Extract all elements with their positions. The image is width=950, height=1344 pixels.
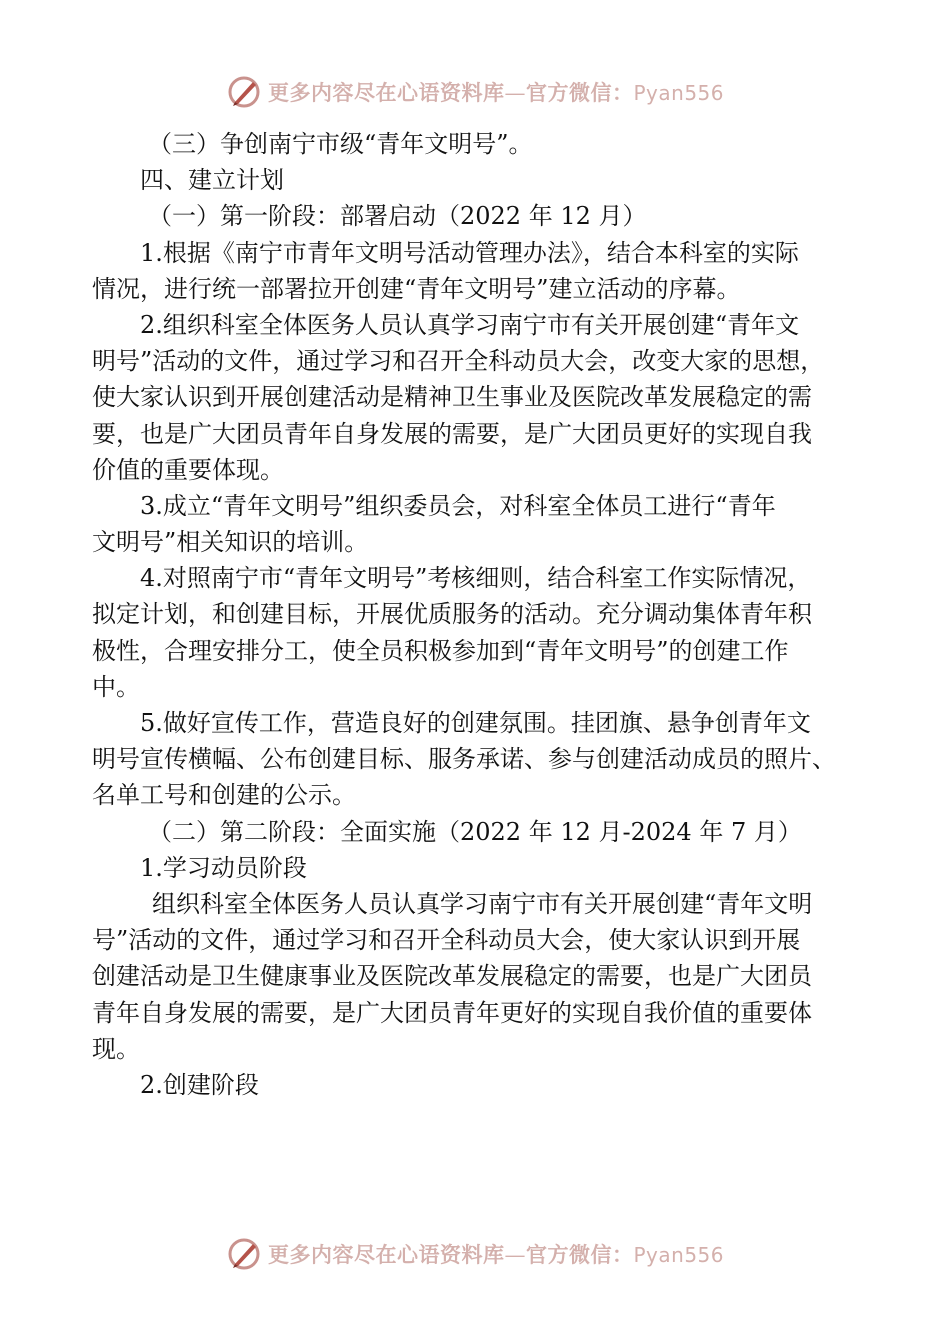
paragraph-line: 5.做好宣传工作，营造良好的创建氛围。挂团旗、悬争创青年文 (140, 709, 811, 737)
paragraph-line: 价值的重要体现。 (92, 455, 284, 484)
section-heading: （三）争创南宁市级“青年文明号”。 (148, 130, 533, 158)
paragraph-line: 中。 (92, 672, 140, 701)
paragraph-line: 明号宣传横幅、公布创建目标、服务承诺、参与创建活动成员的照片、 (92, 745, 836, 774)
section-heading: 四、建立计划 (140, 166, 284, 195)
paragraph-line: 组织科室全体医务人员认真学习南宁市有关开展创建“青年文明 (152, 889, 813, 918)
paragraph-line: 情况，进行统一部署拉开创建“青年文明号”建立活动的序幕。 (92, 274, 741, 303)
paragraph-line: 使大家认识到开展创建活动是精神卫生事业及医院改革发展稳定的需 (92, 383, 812, 412)
paragraph-line: 4.对照南宁市“青年文明号”考核细则，结合科室工作实际情况， (140, 564, 812, 593)
paragraph-line: 现。 (92, 1034, 140, 1063)
paragraph-line: 青年自身发展的需要，是广大团员青年更好的实现自我价值的重要体 (92, 998, 812, 1027)
paragraph-line: 要，也是广大团员青年自身发展的需要，是广大团员更好的实现自我 (92, 419, 812, 448)
pen-logo-icon (226, 1236, 262, 1272)
paragraph-line: 极性，合理安排分工，使全员积极参加到“青年文明号”的创建工作 (92, 636, 789, 665)
watermark-header (0, 72, 950, 112)
watermark-text: 更多内容尽在心语资料库—官方微信：Pyan556 (267, 1242, 724, 1267)
subsection-heading: 2.创建阶段 (140, 1070, 259, 1099)
paragraph-line: 2.组织科室全体医务人员认真学习南宁市有关开展创建“青年文 (140, 310, 800, 339)
document-body (92, 126, 860, 1103)
paragraph-line: 创建活动是卫生健康事业及医院改革发展稳定的需要，也是广大团员 (92, 962, 812, 991)
paragraph-line: 1.根据《南宁市青年文明号活动管理办法》，结合本科室的实际 (140, 238, 799, 267)
paragraph-line: 文明号”相关知识的培训。 (92, 528, 369, 557)
pen-logo-icon (226, 74, 262, 110)
paragraph-line: 拟定计划，和创建目标，开展优质服务的活动。充分调动集体青年积 (92, 600, 812, 629)
paragraph-line: 号”活动的文件，通过学习和召开全科动员大会，使大家认识到开展 (92, 926, 801, 955)
section-heading: （一）第一阶段：部署启动（2022 年 12 月） (148, 202, 647, 231)
section-heading: （二）第二阶段：全面实施（2022 年 12 月-2024 年 7 月） (148, 817, 802, 846)
paragraph-line: 名单工号和创建的公示。 (92, 781, 356, 810)
watermark-footer (0, 1234, 950, 1274)
watermark-text: 更多内容尽在心语资料库—官方微信：Pyan556 (267, 80, 724, 105)
paragraph-line: 明号”活动的文件，通过学习和召开全科动员大会，改变大家的思想， (92, 347, 825, 376)
paragraph-line: 3.成立“青年文明号”组织委员会，对科室全体员工进行“青年 (140, 491, 776, 520)
subsection-heading: 1.学习动员阶段 (140, 853, 307, 882)
